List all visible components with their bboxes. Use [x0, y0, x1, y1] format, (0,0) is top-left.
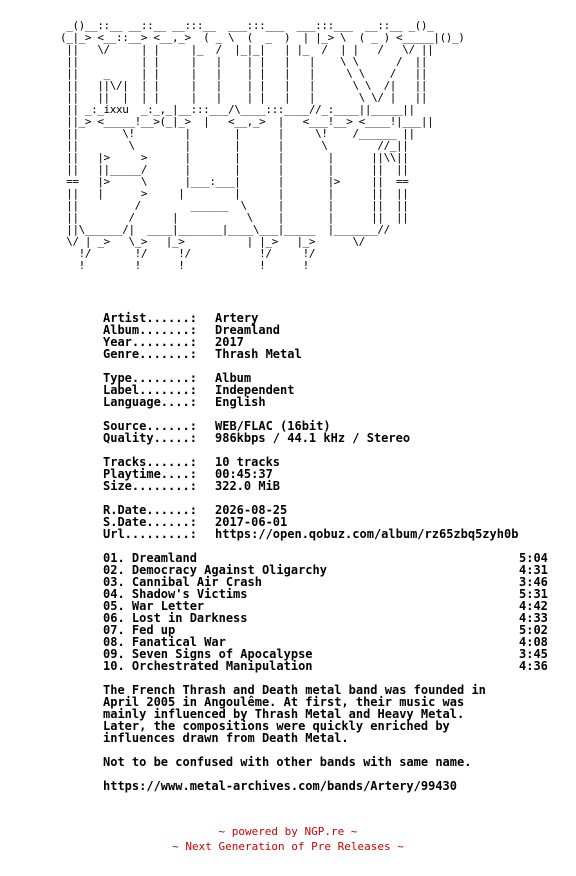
album-value: Dreamland — [215, 323, 281, 337]
disambiguation-note: Not to be confused with other bands with same name. — [103, 755, 472, 769]
ascii-logo-banner — [60, 20, 560, 298]
track-time: 4:33 — [519, 611, 548, 625]
footer-tagline: ~ Next Generation of Pre Releases ~ — [172, 840, 404, 853]
size-key: Size........: — [103, 479, 197, 493]
description — [103, 684, 563, 744]
label-key: Label.......: — [103, 383, 197, 397]
track-title: 05. War Letter — [103, 599, 205, 613]
track-time: 5:02 — [519, 623, 548, 637]
ascii-art: _()__::__ __::__ __:::__ ___:::___ ___:::___ __::__ _()_ (_|_> <__::__> <__,_> ( _ \ ( _ ) | |_> \ ( _ ) <_____|()_) || \/ | | |_ / |_|_| | |_ / | | / \/ || || | | | | | | | | \ \ / || || _ | | | | | | | | \ \ / || || ||\/| | | | | | | | | \ \ /| || || || | | | | | | | | | \ \/ | || || _:_ixxu _:_,_|__:::___/\____:::____//_:____||_____|| ||_> <_____!__>(_|_> | <__,_> | <___!__> <____!|___|| || \! | | | \! /______ || || \ | | | \ //_|| || |> > | | | | ||\\|| || ||_____/ | | | | || || == |> \ |___:___| | |> || == || | > | | | | || || || / ______ \ | | || || || / | \ | | || || ||\______/| ____|_______|____\___|_____ |_______// \/ | _> \_> |_> | |_> |_> \/ !/ !/ !/ !/ !/ ! ! ! ! ! — [60, 19, 465, 272]
description-line: The French Thrash and Death metal band was founded in — [103, 683, 486, 697]
track-row — [103, 660, 563, 672]
track-time: 5:31 — [519, 587, 548, 601]
track-title: 06. Lost in Darkness — [103, 611, 248, 625]
playtime-value: 00:45:37 — [215, 467, 273, 481]
description-line: April 2005 in Angoulême. At first, their music was — [103, 695, 465, 709]
track-time: 4:08 — [519, 635, 548, 649]
tracks-key: Tracks......: — [103, 455, 197, 469]
track-title: 04. Shadow's Victims — [103, 587, 248, 601]
track-title: 03. Cannibal Air Crash — [103, 575, 262, 589]
album-key: Album.......: — [103, 323, 197, 337]
url-key: Url.........: — [103, 527, 197, 541]
url-value[interactable]: https://open.qobuz.com/album/rz65zbq5zyh0b — [215, 527, 519, 541]
artist-value: Artery — [215, 311, 259, 325]
release-info — [103, 312, 563, 792]
artist-key: Artist......: — [103, 311, 197, 325]
track-title: 07. Fed up — [103, 623, 176, 637]
size-row — [103, 480, 563, 492]
size-value: 322.0 MiB — [215, 479, 281, 493]
quality-value: 986kbps / 44.1 kHz / Stereo — [215, 431, 411, 445]
genre-key: Genre.......: — [103, 347, 197, 361]
track-title: 08. Fanatical War — [103, 635, 226, 649]
label-value: Independent — [215, 383, 295, 397]
source-value: WEB/FLAC (16bit) — [215, 419, 331, 433]
track-title: 02. Democracy Against Oligarchy — [103, 563, 327, 577]
genre-value: Thrash Metal — [215, 347, 302, 361]
language-key: Language....: — [103, 395, 197, 409]
type-value: Album — [215, 371, 252, 385]
footer-powered-by: ~ powered by NGP.re ~ — [218, 825, 358, 838]
track-time: 4:42 — [519, 599, 548, 613]
tracklist — [103, 552, 563, 672]
language-value: English — [215, 395, 266, 409]
genre-row — [103, 348, 563, 360]
rdate-key: R.Date......: — [103, 503, 197, 517]
track-time: 3:45 — [519, 647, 548, 661]
source-key: Source......: — [103, 419, 197, 433]
track-title: 09. Seven Signs of Apocalypse — [103, 647, 313, 661]
type-key: Type........: — [103, 371, 197, 385]
description-line: mainly influenced by Thrash Metal and Heavy Metal. — [103, 707, 465, 721]
quality-row — [103, 432, 563, 444]
track-time: 4:36 — [519, 659, 548, 673]
track-title: 10. Orchestrated Manipulation — [103, 659, 313, 673]
track-time: 5:04 — [519, 551, 548, 565]
track-time: 3:46 — [519, 575, 548, 589]
url-row — [103, 528, 563, 540]
metal-archives-link[interactable]: https://www.metal-archives.com/bands/Artery/99430 — [103, 779, 458, 793]
tracks-value: 10 tracks — [215, 455, 281, 469]
quality-key: Quality.....: — [103, 431, 197, 445]
track-time: 4:31 — [519, 563, 548, 577]
sdate-key: S.Date......: — [103, 515, 197, 529]
description-line: Later, the compositions were quickly enriched by — [103, 719, 450, 733]
track-title: 01. Dreamland — [103, 551, 197, 565]
language-row — [103, 396, 563, 408]
rdate-value: 2026-08-25 — [215, 503, 288, 517]
year-key: Year........: — [103, 335, 197, 349]
year-value: 2017 — [215, 335, 244, 349]
playtime-key: Playtime....: — [103, 467, 197, 481]
description-line: influences drawn from Death Metal. — [103, 731, 349, 745]
sdate-value: 2017-06-01 — [215, 515, 288, 529]
footer — [0, 824, 576, 854]
